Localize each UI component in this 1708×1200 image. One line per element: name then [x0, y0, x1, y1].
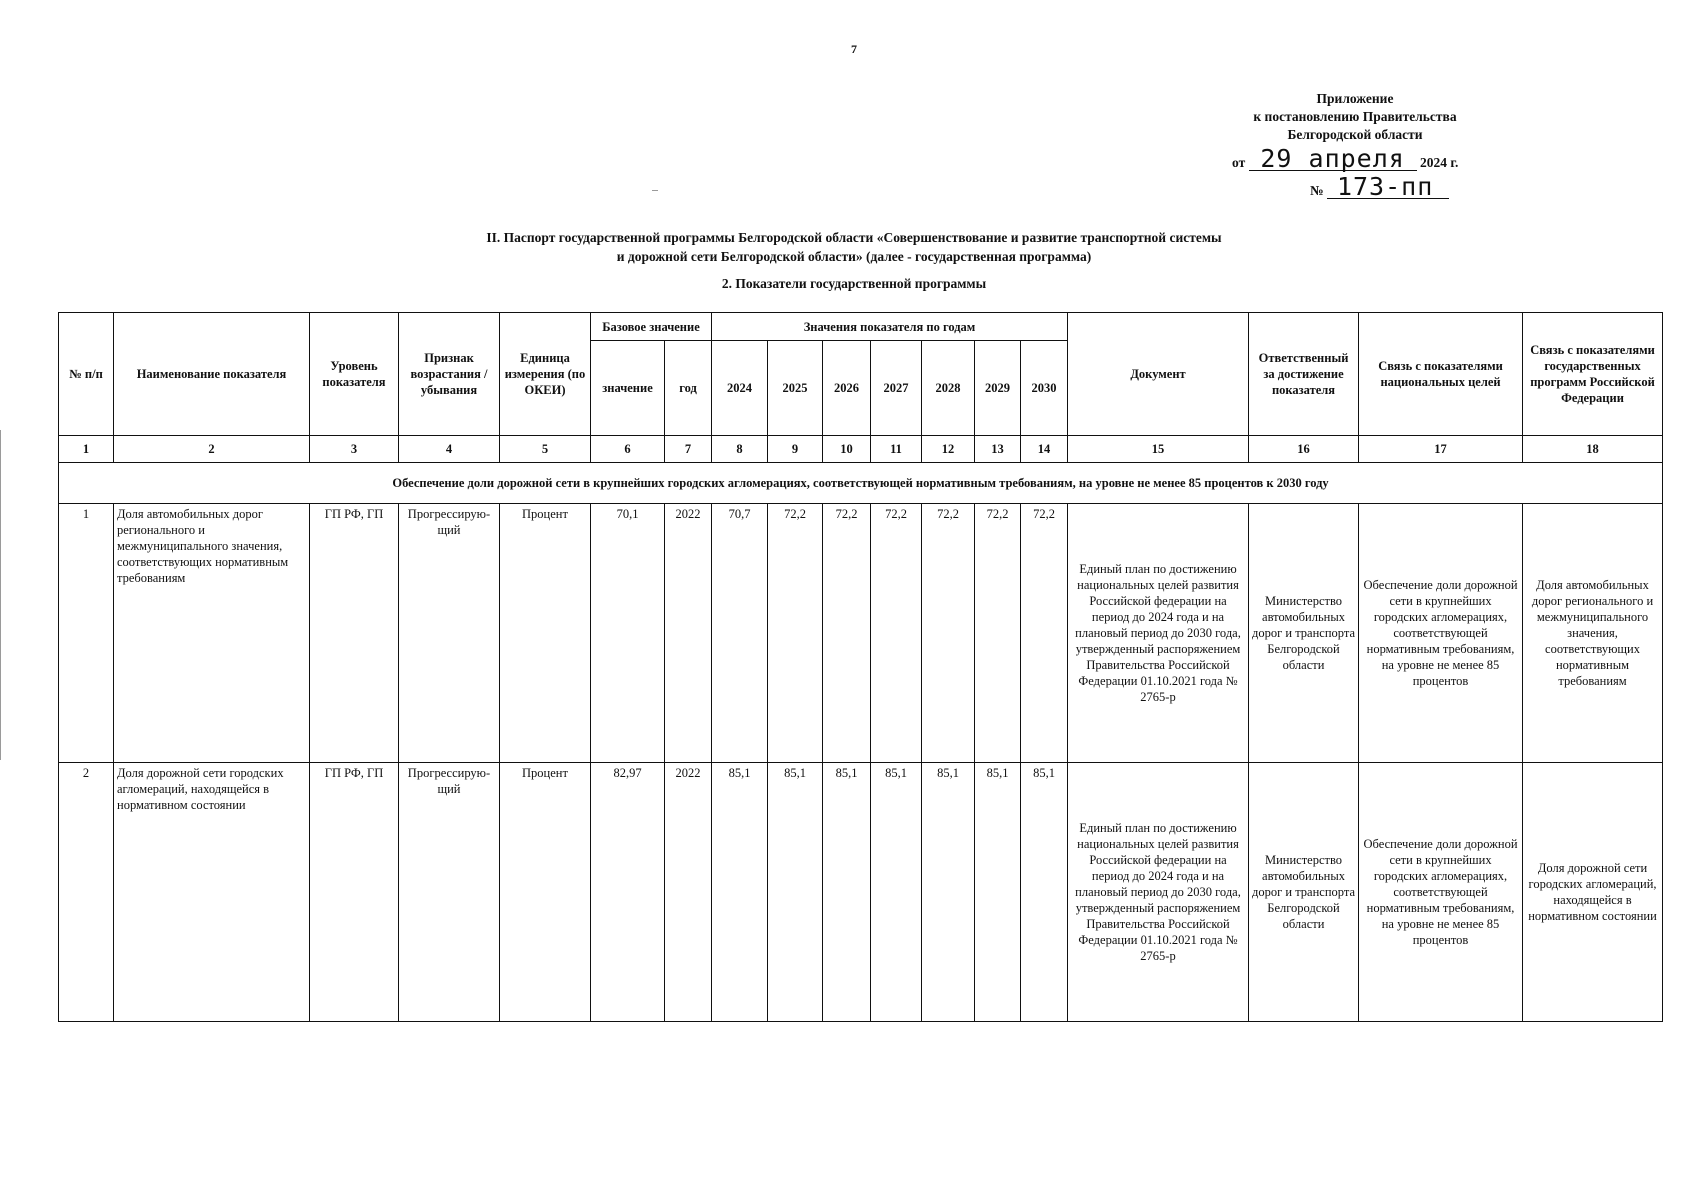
value-2030: 72,2 — [1021, 504, 1068, 763]
column-number: 5 — [500, 436, 591, 463]
header-document: Документ — [1068, 313, 1249, 436]
appendix-number — [1310, 172, 1449, 201]
indicator-name: Доля дорожной сети городских агломераций, находящейся в нормативном состоянии — [114, 763, 310, 1022]
header-program-link: Связь с показателями государственных программ Российской Федерации — [1523, 313, 1663, 436]
scan-edge — [0, 430, 1, 760]
section-title: Обеспечение доли дорожной сети в крупнейших городских агломерациях, соответствующей нормативным требованиям, на уровне не менее 85 процентов к 2030 году — [59, 463, 1663, 504]
document-cell: Единый план по достижению национальных целей развития Российской федерации на период до 2024 года и на плановый период до 2030 года, утвержденный распоряжением Правительства Российской Федерации 01.10.2021 года № 2765-р — [1068, 763, 1249, 1022]
column-number: 14 — [1021, 436, 1068, 463]
column-number: 15 — [1068, 436, 1249, 463]
responsible-cell: Министерство автомобильных дорог и транспорта Белгородской области — [1249, 504, 1359, 763]
national-link-cell: Обеспечение доли дорожной сети в крупнейших городских агломерациях, соответствующей нормативным требованиям, на уровне не менее 85 процентов — [1359, 504, 1523, 763]
header-base-value: значение — [591, 341, 665, 436]
header-level: Уровень показателя — [310, 313, 399, 436]
header-name: Наименование показателя — [114, 313, 310, 436]
title-line-1: II. Паспорт государственной программы Белгородской области «Совершенствование и развитие транспортной системы — [486, 230, 1222, 245]
header-year-2025: 2025 — [768, 341, 823, 436]
scan-mark — [652, 190, 658, 191]
indicator-unit: Процент — [500, 763, 591, 1022]
column-number: 13 — [975, 436, 1021, 463]
header-year-2029: 2029 — [975, 341, 1021, 436]
indicator-unit: Процент — [500, 504, 591, 763]
header-num: № п/п — [59, 313, 114, 436]
section-row — [59, 463, 1663, 504]
value-2029: 72,2 — [975, 504, 1021, 763]
column-number: 6 — [591, 436, 665, 463]
value-2029: 85,1 — [975, 763, 1021, 1022]
column-number: 1 — [59, 436, 114, 463]
section-subtitle: 2. Показатели государственной программы — [721, 276, 987, 291]
date-prefix: от — [1232, 155, 1246, 170]
base-year: 2022 — [665, 504, 712, 763]
national-link-cell: Обеспечение доли дорожной сети в крупнейших городских агломерациях, соответствующей нормативным требованиям, на уровне не менее 85 процентов — [1359, 763, 1523, 1022]
column-number: 4 — [399, 436, 500, 463]
base-value: 70,1 — [591, 504, 665, 763]
header-unit: Единица измерения (по ОКЕИ) — [500, 313, 591, 436]
value-2028: 72,2 — [922, 504, 975, 763]
column-number: 9 — [768, 436, 823, 463]
table-row — [59, 504, 1663, 763]
base-year: 2022 — [665, 763, 712, 1022]
value-2024: 70,7 — [712, 504, 768, 763]
header-year-2024: 2024 — [712, 341, 768, 436]
row-number: 2 — [59, 763, 114, 1022]
number-prefix: № — [1310, 183, 1324, 198]
appendix-line-1: Приложение — [1316, 91, 1394, 106]
indicator-level: ГП РФ, ГП — [310, 504, 399, 763]
column-number: 8 — [712, 436, 768, 463]
date-suffix: 2024 г. — [1419, 155, 1459, 170]
program-link-cell: Доля автомобильных дорог регионального и межмуниципального значения, соответствующих нормативным требованиям — [1523, 504, 1663, 763]
value-2025: 85,1 — [768, 763, 823, 1022]
column-number: 16 — [1249, 436, 1359, 463]
value-2026: 72,2 — [823, 504, 871, 763]
header-year-2027: 2027 — [871, 341, 922, 436]
row-number: 1 — [59, 504, 114, 763]
header-responsible: Ответственный за достижение показателя — [1249, 313, 1359, 436]
value-2027: 72,2 — [871, 504, 922, 763]
appendix-line-3: Белгородской области — [1287, 127, 1423, 142]
header-trend: Признак возрастания / убывания — [399, 313, 500, 436]
column-number: 12 — [922, 436, 975, 463]
appendix-line-2: к постановлению Правительства — [1253, 109, 1457, 124]
title-line-2: и дорожной сети Белгородской области» (далее - государственная программа) — [616, 249, 1092, 264]
appendix-header — [1195, 90, 1515, 144]
indicator-level: ГП РФ, ГП — [310, 763, 399, 1022]
base-value: 82,97 — [591, 763, 665, 1022]
responsible-cell: Министерство автомобильных дорог и транспорта Белгородской области — [1249, 763, 1359, 1022]
value-2025: 72,2 — [768, 504, 823, 763]
value-2028: 85,1 — [922, 763, 975, 1022]
value-2024: 85,1 — [712, 763, 768, 1022]
header-national-link: Связь с показателями национальных целей — [1359, 313, 1523, 436]
indicator-trend: Прогрессирую-щий — [399, 763, 500, 1022]
value-2030: 85,1 — [1021, 763, 1068, 1022]
indicator-name: Доля автомобильных дорог регионального и межмуниципального значения, соответствующих нормативным требованиям — [114, 504, 310, 763]
indicator-trend: Прогрессирую-щий — [399, 504, 500, 763]
header-base-group: Базовое значение — [591, 313, 712, 341]
document-cell: Единый план по достижению национальных целей развития Российской федерации на период до 2024 года и на плановый период до 2030 года, утвержденный распоряжением Правительства Российской Федерации 01.10.2021 года № 2765-р — [1068, 504, 1249, 763]
column-number: 18 — [1523, 436, 1663, 463]
header-row-1 — [59, 313, 1663, 341]
program-link-cell: Доля дорожной сети городских агломераций, находящейся в нормативном состоянии — [1523, 763, 1663, 1022]
column-number: 3 — [310, 436, 399, 463]
header-base-year: год — [665, 341, 712, 436]
column-number: 11 — [871, 436, 922, 463]
value-2027: 85,1 — [871, 763, 922, 1022]
number-handwritten: 173-пп — [1327, 176, 1449, 199]
appendix-date — [1232, 144, 1459, 173]
column-number: 2 — [114, 436, 310, 463]
table-row — [59, 763, 1663, 1022]
column-number: 17 — [1359, 436, 1523, 463]
indicators-table — [58, 312, 1663, 1022]
column-number: 10 — [823, 436, 871, 463]
header-year-2030: 2030 — [1021, 341, 1068, 436]
header-years-group: Значения показателя по годам — [712, 313, 1068, 341]
column-numbers-row — [59, 436, 1663, 463]
date-handwritten: 29 апреля — [1249, 148, 1417, 171]
header-year-2028: 2028 — [922, 341, 975, 436]
value-2026: 85,1 — [823, 763, 871, 1022]
page-number: 7 — [851, 42, 857, 56]
column-number: 7 — [665, 436, 712, 463]
document-title — [0, 228, 1708, 266]
header-year-2026: 2026 — [823, 341, 871, 436]
